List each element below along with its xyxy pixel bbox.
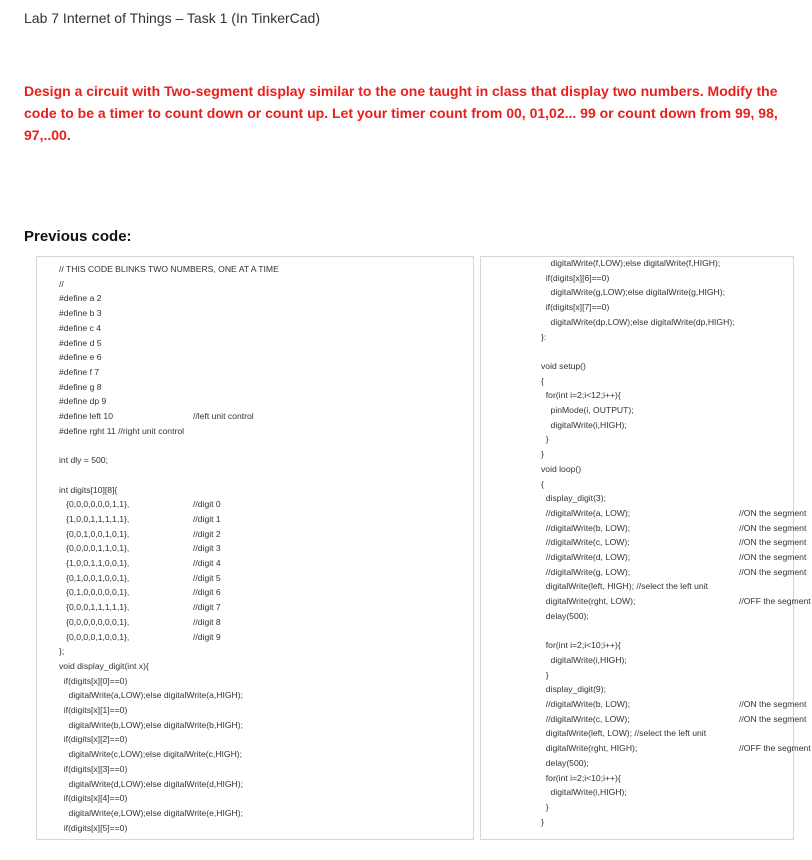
- code-text: #define d 5: [59, 337, 102, 348]
- code-text: #define left 10: [59, 411, 113, 421]
- code-text: delay(500);: [541, 610, 589, 621]
- code-text: //digitalWrite(d, LOW);: [541, 552, 631, 562]
- code-text: if(digits[x][4]==0): [59, 793, 128, 804]
- code-line: [541, 757, 589, 769]
- code-text: digitalWrite(a,LOW);else digitalWrite(a,HIGH);: [59, 690, 244, 701]
- code-text: void loop(): [541, 463, 582, 474]
- page-title: Lab 7 Internet of Things – Task 1 (In TinkerCad): [24, 10, 320, 26]
- code-line: [541, 713, 807, 725]
- code-line: [541, 448, 544, 460]
- code-comment: //digit 8: [193, 616, 221, 627]
- code-line: [59, 292, 102, 304]
- code-text: {0,0,0,0,0,0,0,1},: [59, 616, 130, 627]
- code-comment: //ON the segment: [739, 552, 807, 562]
- code-text: }: [541, 449, 544, 460]
- code-line: [541, 566, 807, 578]
- code-line: [541, 816, 544, 828]
- code-text: display_digit(3);: [541, 493, 606, 504]
- code-text: {0,1,0,0,1,0,0,1},: [59, 572, 130, 583]
- code-line: [59, 498, 221, 510]
- code-line: [59, 337, 102, 349]
- code-comment: //digit 3: [193, 543, 221, 554]
- code-line: [541, 360, 586, 372]
- code-text: #define a 2: [59, 293, 102, 304]
- code-text: //: [59, 278, 64, 289]
- code-text: for(int i=2;i<10;i++){: [541, 640, 621, 651]
- code-line: [59, 822, 127, 834]
- code-text: //digitalWrite(c, LOW);: [541, 713, 630, 724]
- code-text: delay(500);: [541, 757, 589, 768]
- code-line: [541, 316, 735, 328]
- code-line: [59, 395, 106, 407]
- code-text: //digitalWrite(b, LOW);: [541, 699, 631, 709]
- code-comment: //ON the segment: [739, 522, 807, 533]
- code-text: {0,1,0,0,0,0,0,1},: [59, 587, 130, 598]
- code-comment: //digit 1: [193, 513, 221, 524]
- code-text: #define g 8: [59, 381, 102, 392]
- code-text: if(digits[x][7]==0): [541, 302, 610, 313]
- code-line: [541, 698, 807, 710]
- code-line: [59, 513, 221, 525]
- code-line: [59, 660, 149, 672]
- code-line: [541, 331, 546, 343]
- code-line: [59, 645, 64, 657]
- code-text: if(digits[x][1]==0): [59, 705, 128, 715]
- code-line: [59, 719, 243, 731]
- code-line: [541, 536, 807, 548]
- code-text: digitalWrite(left, LOW); //select the left unit: [541, 728, 707, 739]
- code-text: {: [541, 375, 544, 386]
- code-text: digitalWrite(b,LOW);else digitalWrite(b,HIGH);: [59, 719, 244, 730]
- code-line: [541, 404, 634, 416]
- code-text: // THIS CODE BLINKS TWO NUMBERS, ONE AT A TIME: [59, 264, 279, 274]
- code-text: digitalWrite(g,LOW);else digitalWrite(g,HIGH);: [541, 287, 726, 298]
- code-line: [59, 528, 221, 540]
- code-line: [541, 375, 544, 387]
- code-text: //digitalWrite(g, LOW);: [541, 566, 631, 577]
- code-text: for(int i=2;i<10;i++){: [541, 772, 621, 783]
- code-text: void setup(): [541, 360, 586, 371]
- code-text: if(digits[x][0]==0): [59, 675, 128, 686]
- code-text: digitalWrite(e,LOW);else digitalWrite(e,HIGH);: [59, 807, 244, 818]
- code-line: [541, 419, 627, 431]
- code-line: [59, 484, 117, 496]
- code-line: [541, 727, 706, 739]
- code-text: };: [59, 646, 65, 657]
- code-line: [59, 572, 221, 584]
- code-text: for(int i=2;i<12;i++){: [541, 390, 621, 401]
- code-text: if(digits[x][6]==0): [541, 272, 610, 283]
- code-line: [541, 610, 589, 622]
- code-line: [541, 463, 581, 475]
- code-comment: //digit 4: [193, 558, 221, 568]
- code-text: void display_digit(int x){: [59, 660, 149, 671]
- code-line: [59, 263, 279, 275]
- code-line: [59, 792, 127, 804]
- code-line: [541, 478, 544, 490]
- code-line: [541, 433, 549, 445]
- code-text: {0,0,1,0,0,1,0,1},: [59, 528, 130, 539]
- code-text: int digits[10][8]{: [59, 484, 118, 495]
- code-line: [59, 704, 127, 716]
- code-text: }: [541, 801, 549, 812]
- code-line: [59, 278, 64, 290]
- code-text: {1,0,0,1,1,0,0,1},: [59, 558, 130, 568]
- code-line: [59, 748, 242, 760]
- code-line: [59, 586, 221, 598]
- code-line: [59, 381, 102, 393]
- code-text: digitalWrite(i,HIGH);: [541, 654, 627, 665]
- code-text: int dly = 500;: [59, 455, 108, 466]
- code-line: [541, 272, 609, 284]
- code-text: //digitalWrite(a, LOW);: [541, 507, 631, 518]
- code-text: digitalWrite(d,LOW);else digitalWrite(d,HIGH);: [59, 778, 244, 789]
- code-line: [59, 689, 243, 701]
- code-text: digitalWrite(rght, HIGH);: [541, 743, 638, 754]
- code-line: [59, 322, 101, 334]
- code-text: digitalWrite(f,LOW);else digitalWrite(f,HIGH);: [541, 258, 721, 268]
- code-text: {0,0,0,0,1,1,0,1},: [59, 543, 130, 554]
- code-line: [59, 557, 221, 569]
- code-text: digitalWrite(c,LOW);else digitalWrite(c,HIGH);: [59, 749, 243, 760]
- code-comment: //ON the segment: [739, 507, 807, 518]
- code-line: [541, 492, 606, 504]
- code-line: [541, 551, 807, 563]
- code-text: if(digits[x][2]==0): [59, 734, 128, 745]
- code-line: [59, 425, 184, 437]
- task-description: Design a circuit with Two-segment display similar to the one taught in class that display two numbers. Modify the code to be a timer to count down or count up. Let your timer count from 00, 01,02... 99 or count down from 99, 98, 97,..00.: [24, 83, 778, 143]
- code-text: }: [541, 434, 549, 445]
- code-line: [59, 778, 243, 790]
- code-line: [59, 675, 127, 687]
- code-line: [59, 366, 99, 378]
- code-line: [541, 389, 621, 401]
- code-text: #define rght 11 //right unit control: [59, 425, 185, 436]
- code-comment: //digit 6: [193, 587, 221, 598]
- code-text: }:: [541, 331, 547, 342]
- code-line: [59, 631, 221, 643]
- code-line: [541, 595, 811, 607]
- code-line: [541, 786, 627, 798]
- code-line: [541, 639, 621, 651]
- code-comment: //digit 0: [193, 499, 221, 510]
- code-text: if(digits[x][5]==0): [59, 822, 128, 833]
- code-text: {0,0,0,0,0,0,1,1},: [59, 499, 130, 510]
- code-text: display_digit(9);: [541, 684, 606, 695]
- code-line: [541, 669, 549, 681]
- code-text: if(digits[x][3]==0): [59, 763, 128, 774]
- code-comment: //digit 5: [193, 572, 221, 583]
- code-line: [541, 522, 807, 534]
- code-line: [541, 286, 725, 298]
- code-comment: //ON the segment: [739, 713, 807, 724]
- code-line: [541, 772, 621, 784]
- code-line: [541, 654, 627, 666]
- code-text: }: [541, 816, 544, 827]
- code-comment: //OFF the segment: [739, 596, 811, 607]
- code-text: digitalWrite(dp,LOW);else digitalWrite(dp,HIGH);: [541, 316, 735, 327]
- code-comment: //digit 2: [193, 528, 221, 539]
- code-line: [59, 454, 108, 466]
- code-text: {: [541, 478, 544, 489]
- code-text: digitalWrite(i,HIGH);: [541, 419, 627, 430]
- code-comment: //ON the segment: [739, 537, 807, 548]
- code-line: [541, 507, 807, 519]
- code-line: [541, 683, 606, 695]
- code-text: {1,0,0,1,1,1,1,1},: [59, 513, 130, 524]
- code-line: [541, 801, 549, 813]
- code-panel-left: [36, 256, 474, 840]
- code-line: [59, 807, 243, 819]
- code-text: digitalWrite(left, HIGH); //select the left unit: [541, 581, 708, 592]
- code-comment: //digit 9: [193, 631, 221, 642]
- code-text: {0,0,0,0,1,0,0,1},: [59, 631, 130, 642]
- code-text: pinMode(i, OUTPUT);: [541, 405, 634, 415]
- code-comment: //OFF the segment: [739, 743, 811, 754]
- code-line: [59, 601, 221, 613]
- code-line: [59, 733, 127, 745]
- code-line: [59, 542, 221, 554]
- code-text: #define c 4: [59, 322, 102, 333]
- code-text: #define f 7: [59, 366, 100, 377]
- code-text: //digitalWrite(c, LOW);: [541, 537, 630, 548]
- code-line: [59, 307, 102, 319]
- code-text: #define dp 9: [59, 396, 107, 407]
- code-line: [59, 351, 102, 363]
- code-line: [541, 257, 720, 269]
- code-line: [541, 742, 811, 754]
- code-comment: //ON the segment: [739, 699, 807, 709]
- code-line: [59, 410, 254, 422]
- code-text: {0,0,0,1,1,1,1,1},: [59, 602, 130, 613]
- code-text: #define b 3: [59, 308, 102, 319]
- code-comment: //digit 7: [193, 602, 221, 613]
- previous-code-heading: Previous code:: [24, 228, 132, 245]
- code-text: digitalWrite(i,HIGH);: [541, 787, 627, 798]
- code-text: //digitalWrite(b, LOW);: [541, 522, 631, 533]
- code-text: digitalWrite(rght, LOW);: [541, 596, 636, 607]
- code-text: }: [541, 669, 549, 680]
- code-line: [59, 616, 221, 628]
- code-panel-right: [480, 256, 811, 840]
- code-line: [541, 301, 609, 313]
- code-line: [541, 580, 708, 592]
- code-line: [59, 763, 127, 775]
- code-comment: //left unit control: [193, 411, 254, 421]
- code-text: #define e 6: [59, 352, 102, 363]
- code-comment: //ON the segment: [739, 566, 807, 577]
